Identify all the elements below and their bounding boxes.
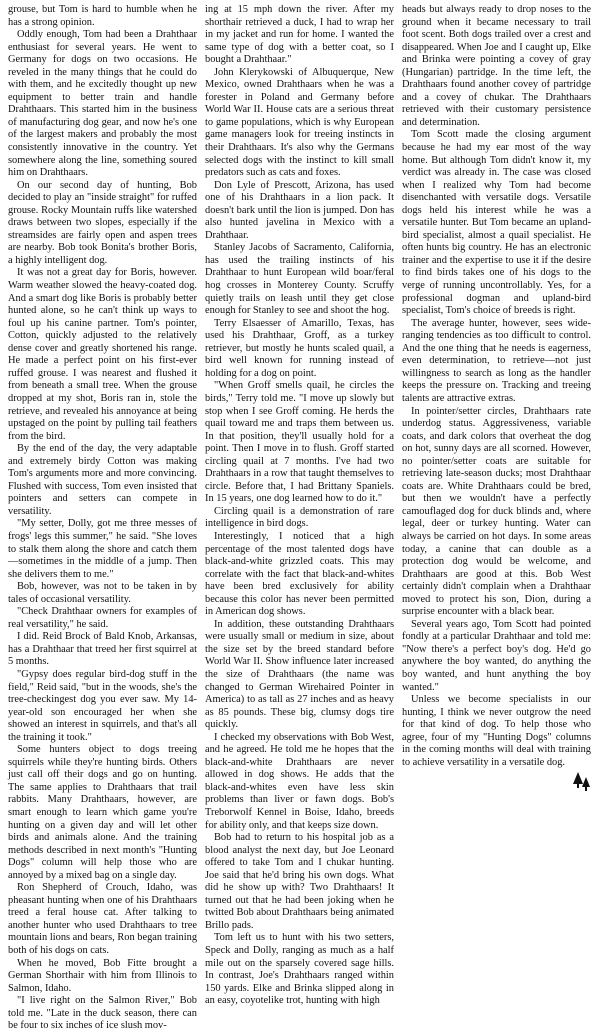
pine-trees-icon (571, 771, 591, 793)
paragraph: Bob, however, was not to be taken in by tales of occasional versatility. (8, 581, 197, 605)
paragraph: On our second day of hunting, Bob decided to play an "inside straight" for ruffed grouse. Rocky Mountain ruffs like watershed draws between two slopes, especially if the streamsides are fairly open and aspen trees are nearby. Bob took Bonita's brother Boris, a highly intelligent dog. (8, 179, 197, 266)
paragraph: Oddly enough, Tom had been a Drahthaar enthusiast for several years. He went to Germany for dogs on two occasions. He reveled in the many things that he could do with them, and he excitedly thought up new equipment to better train and handle Drahthaars. This started him in the business of manufacturing dog gear, and now he's one of the largest makers and probably the most consistently innovative in the country. Yet somewhere along the line, something soured him on Drahthaars. (8, 29, 197, 179)
paragraph: Circling quail is a demonstration of rare intelligence in bird dogs. (205, 505, 394, 530)
paragraph: "Check Drahthaar owners for examples of real versatility," he said. (8, 606, 197, 630)
text-column-1 (8, 4, 198, 1032)
paragraph: John Klerykowski of Albuquerque, New Mexico, owned Drahthaars when he was a forester in Poland and Germany before World War II. House cats are a serious threat to game populations, which is why European game managers look for treeing instincts in their Drahthaars. It's also why the Germans selected dogs with the instinct to kill small predators such as cats and foxes. (205, 66, 394, 179)
paragraph: "Gypsy does regular bird-dog stuff in the field," Reid said, "but in the woods, she's the tree-checkingest dog you ever saw. My 14-year-old son encouraged her when she showed an interest in squirrels, and that's all the training it took." (8, 668, 197, 743)
paragraph: Interestingly, I noticed that a high percentage of the most talented dogs have black-and-white grizzled coats. This may correlate with the fact that black-and-whites have been bred exclusively for ability because this color has never been permitted in American dog shows. (205, 530, 394, 618)
paragraph: Some hunters object to dogs treeing squirrels while they're hunting birds. Others just call off their dogs and go on hunting. The same applies to Drahthaars that trail rabbits. Many Drahthaars, however, are smart enough to learn which game you're hunting on a given day and will let other birds and animals alone. And the training methods described in next month's "Hunting Dogs" column will help those who are annoyed by a mixed bag on a single day. (8, 744, 197, 881)
paragraph: I did. Reid Brock of Bald Knob, Arkansas, has a Drahthaar that treed her first squirrel at 5 months. (8, 631, 197, 668)
text-column-2 (205, 4, 394, 1007)
paragraph: In addition, these outstanding Drahthaars were usually small or medium in size, about the size set by the breed standard before World War II. Show influence later increased the size of Drahthaars (the name was changed to German Wirehaired Pointer in America) to as tall as 27 inches and as heavy as 85 pounds. These big, clumsy dogs tire quickly. (205, 618, 394, 731)
paragraph: It was not a great day for Boris, however. Warm weather slowed the heavy-coated dog. And a smart dog like Boris is probably better hunted alone, so he can't think up ways to foul up his canine partner. Tom's pointer, Cotton, quickly adjusted to the relatively dense cover and greatly shortened his range. He made a perfect point on his first-ever ruffed grouse. I was nearest and flushed it from beneath a small tree. When the grouse dropped at my shot, Boris ran in, stole the retrieve, and revealed his annoyance at being upstaged on the point by pulling tail feathers from the bird. (8, 267, 197, 442)
paragraph: Bob had to return to his hospital job as a blood analyst the next day, but Joe Leonard offered to take Tom and I chukar hunting. Joe said that he'd bring his own dogs. What did he show up with? Two Drahthaars! It turned out that he had been joking when he twitted Bob about Drahthaars being animated Brillo pads. (205, 832, 394, 931)
paragraph: Stanley Jacobs of Sacramento, California, has used the trailing instincts of his Drahthaar to hunt European wild boar/feral hog crosses in Monterey County. Scruffy quietly trails on leash until they get close enough for Stanley to see and shoot the hog. (205, 242, 394, 317)
paragraph: Tom Scott made the closing argument because he had my ear most of the way home. But although Tom didn't know it, my verdict was already in. The case was closed when I realized why Tom had become disenchanted with versatile dogs. Versatile dogs held his interest while he was a versatile hunter. But Tom became an upland-bird specialist, almost a quail specialist. He often hunts big country. He has an electronic trainer and the expertise to use it if the desire to find birds takes one of his dogs to the verge of running uncontrollably. Yes, for a professional dogman and upland-bird specialist, Tom's choice of breeds is right. (402, 129, 591, 317)
paragraph: "I live right on the Salmon River," Bob told me. "Late in the duck season, there can be four to six inches of ice slush mov- (8, 995, 197, 1032)
paragraph: "When Groff smells quail, he circles the birds," Terry told me. "I move up slowly but stop when I see Groff coming. He herds the quail toward me and traps them between us. In that position, they'll usually hold for a point. Then I move in to flush. Groff started circling quail at 7 months. I've had two Drahthaars in a row that taught themselves to circle. Before that, I had Brittany Spaniels. In 15 years, one dog learned how to do it." (205, 380, 394, 505)
paragraph: Don Lyle of Prescott, Arizona, has used one of his Drahthaars in a lion pack. It doesn't bark until the lion is jumped. Don has also hunted javelina in Mexico with a Drahthaar. (205, 179, 394, 241)
paragraph: Tom left us to hunt with his two setters, Speck and Dolly, ranging as much as a half mile out on the sparsely covered sage hills. In contrast, Joe's Drahthaars ranged within 150 yards. Elke and Brinka slipped along in an easy, coyotelike trot, hunting with high (205, 932, 394, 1007)
paragraph: When he moved, Bob Fitte brought a German Shorthair with him from Illinois to Salmon, Idaho. (8, 957, 197, 994)
paragraph: heads but always ready to drop noses to the ground when it became necessary to trail foot scent. Both dogs trailed over a crest and disappeared. When Joe and I caught up, Elke and Brinka were pointing a covey of gray (Hungarian) partridge. In the time left, the Drahthaars found another covey of partridge and a covey of chukar. The Drahthaars retrieved with their customary persistence and determination. (402, 4, 591, 128)
paragraph: ing at 15 mph down the river. After my shorthair retrieved a duck, I had to wrap her in my jacket and run for home. I wanted the same type of dog with a better coat, so I bought a Drahthaar." (205, 4, 394, 66)
paragraph: Unless we become specialists in our hunting, I think we never outgrow the need for that kind of dog. To help those who agree, four of my "Hunting Dogs" columns in the coming months will deal with training to achieve versatility in a versatile dog. (402, 694, 591, 768)
paragraph: Terry Elsaesser of Amarillo, Texas, has used his Drahthaar, Groff, as a turkey retriever, but mostly he hunts scaled quail, a bird well known for running instead of holding for a dog on point. (205, 317, 394, 379)
paragraph: "My setter, Dolly, got me three messes of frogs' legs this summer," he said. "She loves to stalk them along the shore and catch them—sometimes in the middle of a jump. Then she delivers them to me." (8, 518, 197, 580)
paragraph: I checked my observations with Bob West, and he agreed. He told me he hopes that the black-and-white Drahthaars are never allowed in dog shows. He adds that the black-and-whites even have less skin problems than liver or fawn dogs. Bob's Treborwolf Kennel in Boise, Idaho, breeds for ability only, and that keeps size down. (205, 731, 394, 831)
paragraph: grouse, but Tom is hard to humble when he has a strong opinion. (8, 4, 197, 28)
paragraph: In pointer/setter circles, Drahthaars rate underdog status. Aggressiveness, variable coats, and dark colors that overheat the dog on hot, sunny days are all scorned. However, no pointer/setter coats are suitable for retrieving late-season ducks; most Drahthaar coats are. White Drahthaars could be bred, but then we wouldn't have a perfectly camouflaged dog for duck blinds and, where legal, deer or turkey hunting. Water can always be carried on hot days. In some areas today, a canine that can double as a protection dog would be welcome, and Drahthaars are good at this. Bob West certainly didn't complain when a Drahthaar moved to protect his son, Dion, during a surprise encounter with a black bear. (402, 405, 591, 618)
paragraph: By the end of the day, the very adaptable and extremely birdy Cotton was making Tom's arguments more and more convincing. Flushed with success, Tom even insisted that pointers and setters can compete in versatility. (8, 443, 197, 517)
paragraph: Ron Shepherd of Crouch, Idaho, was pheasant hunting when one of his Drahthaars treed a feral house cat. After talking to another hunter who used Drahthaars to tree mountain lions and bears, Ron began training both of his dogs on cats. (8, 882, 198, 957)
paragraph: Several years ago, Tom Scott had pointed fondly at a particular Drahthaar and told me: "Now there's a perfect boy's dog. He'd go anywhere the boy wanted, do anything the boy wanted, and hunt anything the boy wanted." (402, 618, 591, 693)
paragraph: The average hunter, however, sees wide-ranging tendencies as too difficult to control. And the one thing that he needs is eagerness, even determination, to retrieve—not just willingness to search as long as the handler keeps the pressure on. Tracking and treeing talents are attractive extras. (402, 317, 591, 404)
text-column-3 (402, 4, 591, 896)
